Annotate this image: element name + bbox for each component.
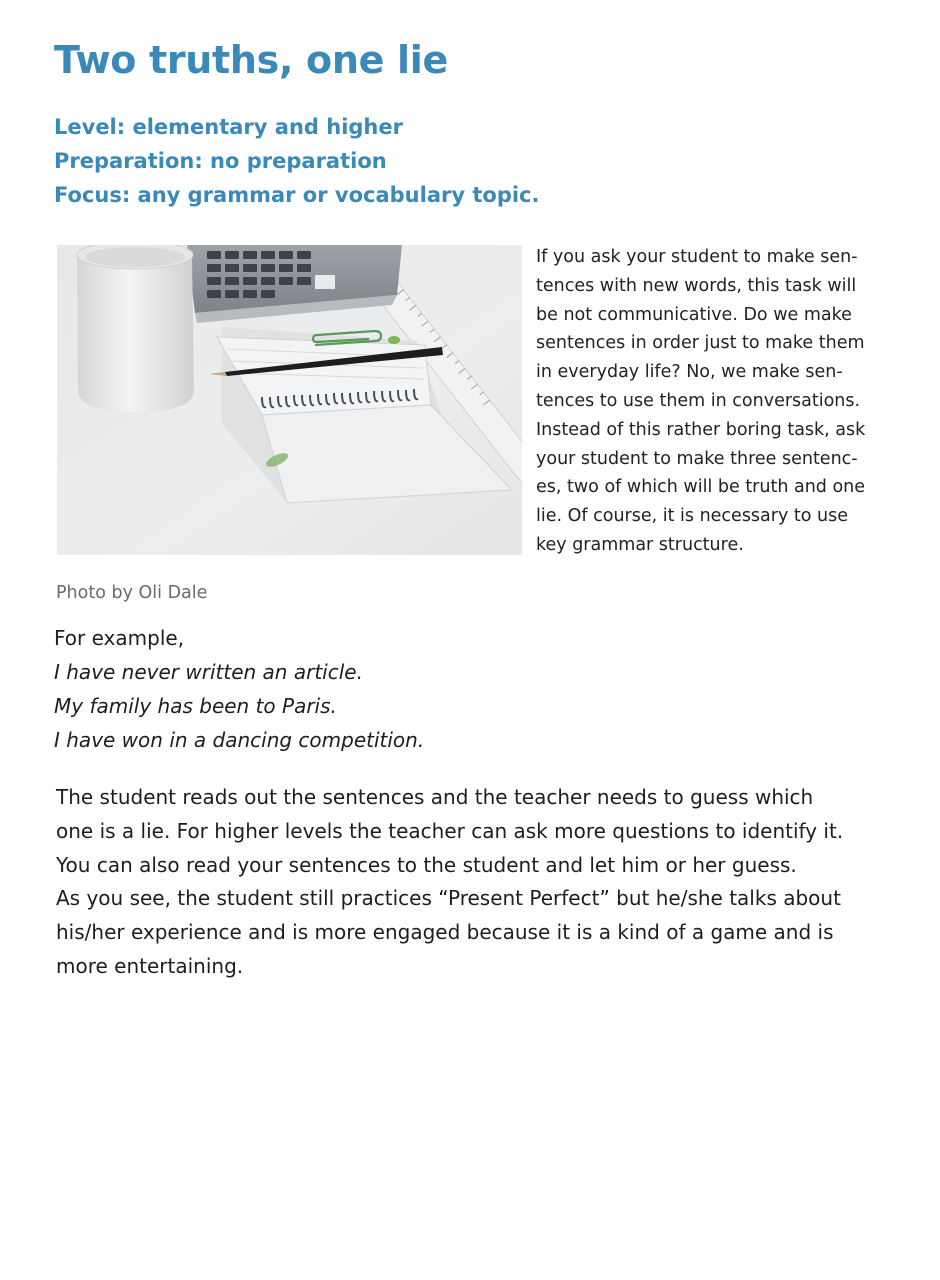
intro-line: sentences in order just to make them — [536, 333, 865, 354]
intro-line: Instead of this rather boring task, ask — [536, 419, 866, 440]
preparation-line: Preparation: no preparation — [54, 149, 387, 173]
intro-line: be not communicative. Do we make — [536, 304, 852, 325]
examples-block — [54, 621, 424, 757]
examples-intro: For example, — [54, 626, 185, 650]
desk-photo — [57, 245, 522, 555]
body-line: The student reads out the sentences and the teacher needs to guess which — [56, 785, 814, 809]
intro-line: tences with new words, this task will — [536, 275, 857, 296]
example-sentence: I have won in a dancing competition. — [54, 728, 425, 752]
body-line: his/her experience and is more engaged because it is a kind of a game and is — [56, 920, 834, 945]
intro-line: your student to make three sentenc- — [536, 448, 858, 469]
activity-meta — [54, 110, 539, 212]
body-paragraph — [56, 781, 886, 984]
cup — [77, 245, 194, 412]
focus-line: Focus: any grammar or vocabulary topic. — [54, 183, 540, 207]
desk-photo-illustration — [57, 245, 522, 555]
body-line: As you see, the student still practices “Present Perfect” but he/she talks about — [56, 886, 841, 911]
body-line: You can also read your sentences to the student and let him or her guess. — [56, 852, 797, 877]
body-line: one is a lie. For higher levels the teacher can ask more questions to identify it. — [56, 818, 844, 843]
intro-line: If you ask your student to make sen- — [536, 247, 858, 267]
photo-caption: Photo by Oli Dale — [56, 583, 208, 603]
intro-line: in everyday life? No, we make sen- — [536, 362, 843, 383]
intro-line: es, two of which will be truth and one — [536, 477, 866, 498]
example-sentence: My family has been to Paris. — [54, 694, 337, 718]
leaf — [388, 336, 400, 344]
intro-line: lie. Of course, it is necessary to use — [536, 506, 848, 527]
body-line: more entertaining. — [56, 953, 244, 978]
intro-paragraph — [536, 243, 882, 560]
example-sentence: I have never written an article. — [54, 660, 363, 684]
intro-line: tences to use them in conversations. — [536, 390, 861, 411]
intro-line: key grammar structure. — [536, 534, 744, 555]
level-line: Level: elementary and higher — [54, 115, 403, 139]
page-title: Two truths, one lie — [54, 38, 448, 82]
